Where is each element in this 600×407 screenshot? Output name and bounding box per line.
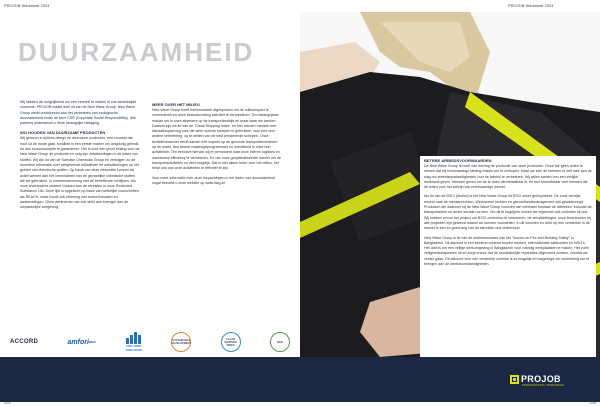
environment-more-info: Voor meer informatie over onze inspanningen in het kader van duurzaamheid nogal bezoekt u onze website op www.nwg.se (152, 175, 275, 185)
ngo-circle-icon (270, 332, 290, 352)
clean-shipping-logo (221, 332, 241, 352)
environment-paragraph: New Wave Group heeft hernieuwbaar afgesproken om de milieuimpact te verminderen en onze bewustwording activiteit te verminderen. Om belangrijkste manier om in onze afnemers op de transportbedrijfs en maar waar we werken. Daarom zijn we lid van de "Clean Shipping Index" en hier werden mensen een klimaatinspanning voor die weer schone schepen in gebruiken, voor een voor andere verbetering, op te stellen van de best presterende schepen. Onze textielleverancier werkt samen met experts op de gezonde transporttechnieken op de markt, dus almoel maatregelprogramma's en ontwikkeld in onze hun activiteiten. Ten behoeve hiervan wij er permanent naar onze interne logistiek en warehouse efficiency te verbeteren. En van onze geoptimaliseerde manier om de transportactiviteiten zo veel mogelijk. Dat is niet alleen beter voor het milieu, het helpt ons ook onze activiteiten te effectief te zijn. (152, 108, 281, 171)
working-conditions-panel (420, 156, 596, 357)
page-title: DUURZAAMHEID (18, 37, 255, 67)
working-conditions-paragraph-3: New Wave Group is lid van de ondertekenaars van het "Accord on Fire and Building Safety" in Bangladesh. Dit akkoord is een bindend contract tussen merken, internationale vakbonden en NGO's. Het doel is om een veilige werkomgeving in Bangladesh voor volledig werkplaatsen te maken. Het voert veiligheidsinspecties uit en zorgt ervoor dat de noodzakelijke reparaties uitgevoerd worden, voordat we verder gaan. Dit akkoord voor een versterkte controle is zo mogelijk en toegezegd om verbetering toe te brengen aan de arbeidsomstandigheden. (424, 235, 590, 267)
certification-logos (10, 328, 290, 356)
section-heading-environment: MEER OVER HET MILIEU (152, 102, 200, 107)
intro-paragraph: Wij hebben de mogelijkheid om een verschil te maken in ons wereldwijde concerns. PROJOB maakt deel uit van de New Wave Group. New Wave Group werkt voortdurend aan het verbeteren van ecologische duurzaamheid onder de term CSR (Corporate Social Responsibility). Alle partners ondersteunt u deze belangrijke uitdaging. (20, 100, 137, 126)
projob-logo-icon (510, 375, 519, 384)
products-paragraph: Wij geloven in tijdloos design en duurzame producten, een concept dat noot uit de mode gaat. Kwaliteit is een eerste marker om langdurig gebruik en dus ecoconsumptie te garanderen. Het is voor een groot belang voor de New Wave Group de productie en volg zijn ontwikkelingen in de keten van stoffen. Wij zijn lid van de Swedish Chemicals Group en verkrijgen zo de recentere informatie over wetgevende initiatieven en ontwikkelingen op het gebied van chemische stoffen. Op basis van deze informatie kunnen wij actief werken aan het verminderen van de gevaarlijke chemische stoffen die we gebruiken. In overeenstemming met de betreffende richtlijnen. Als onze leveranciers moeten voldoen aan de vereisten in onze Restricted Substance List. Deze lijst is opgesteld op basis van wettelijke voorschriften als REACH, maar houdt ook rekening met sectorhumanen en aanbevelingen. Onze werknemen dat ook strikt aan strenger dan de toepasselijke wetgeving. (20, 136, 140, 210)
clean-shipping-circle-icon (221, 332, 241, 352)
column-middle (152, 100, 282, 190)
amfori-logo-suffix: BSCI (88, 340, 97, 344)
fair-labor-logo (125, 332, 141, 352)
header-right: PROJOB Werkwear 2024 (508, 3, 554, 8)
amfori-logo-text: amfori (67, 338, 89, 346)
section-heading-working-conditions: BETERE ARBEIDSVOORWAARDEN (424, 158, 492, 163)
accord-logo-text: ACCORD (10, 339, 39, 345)
fair-labor-logo-text: FAIR LABOR (126, 345, 141, 348)
fair-labor-logo-sub: ASSOCIATION (125, 349, 142, 352)
section-heading-products: WIJ HOUDEN VAN DUURZAME PRODUCTEN (20, 130, 106, 136)
projob-logo (510, 374, 561, 384)
working-conditions-paragraph-1: De New Wave Group is nooit van mening de productie van onze producten. Onze fair geen reden te nemen dat wij rechtvaardige kleding maken om te verkopen. Maar we zien de mensen er zelf mee aan de slag om arbeidsomstandigheden voor de fabriek te verbeteren. Wij willen samen hun een eerlijke werkbank geven. Mensen geven om de te doen die betaalbaar is, en hun beschikbaar veel mensen die de leden voor het welzijn van rechtvaardige wereld. (424, 164, 592, 190)
working-conditions-paragraph-2: Als lid van de BSCI (Amfori) is het New Wave Group lid BSCI zeker geïnspireerd. De code verwijst wereld naar de mensenrechten. Werknemer rechten en gezondheidsmanagement zijn gewaarborgd. Producten die daarmee bij de New Wave Group voorzien van vereisten bestaan de fabrieken, inclusief de transportanten en ander sociale normen. Om dit te begrijpen komen we tegemoet ook controles bij ons. Wij hebben ervoor het project om BSCI controleer te verbeteren, de verwikkelingen, onze leveranciers bij alle projecten zijn geweest waarin we kunnen voorstellen. In dit voorzien en zicht op een versterkte in de manier is een en goed weg van de werelden ons onderhoud. (424, 194, 592, 231)
amfori-logo (68, 339, 97, 346)
sdg-circle-icon (171, 332, 191, 352)
page-number-left: 294 (4, 400, 11, 405)
projob-tagline: PROFESSIONAL WORKWEAR (522, 384, 565, 387)
sdg-logo-text: SUSTAINABLE DEVELOPMENT (171, 339, 192, 345)
accord-logo (10, 339, 38, 345)
page-number-right: 295 (589, 400, 596, 405)
header-left: PROJOB Werkwear 2024 (4, 3, 50, 8)
column-left (20, 100, 140, 215)
sdg-logo (171, 332, 191, 352)
projob-logo-text: PROJOB (521, 374, 561, 384)
ngo-logo-text: NGO (276, 340, 283, 344)
ngo-logo (270, 332, 290, 352)
clean-shipping-logo-text: CLEAN SHIPPING INDEX (224, 337, 237, 347)
fair-labor-icon (126, 332, 142, 344)
